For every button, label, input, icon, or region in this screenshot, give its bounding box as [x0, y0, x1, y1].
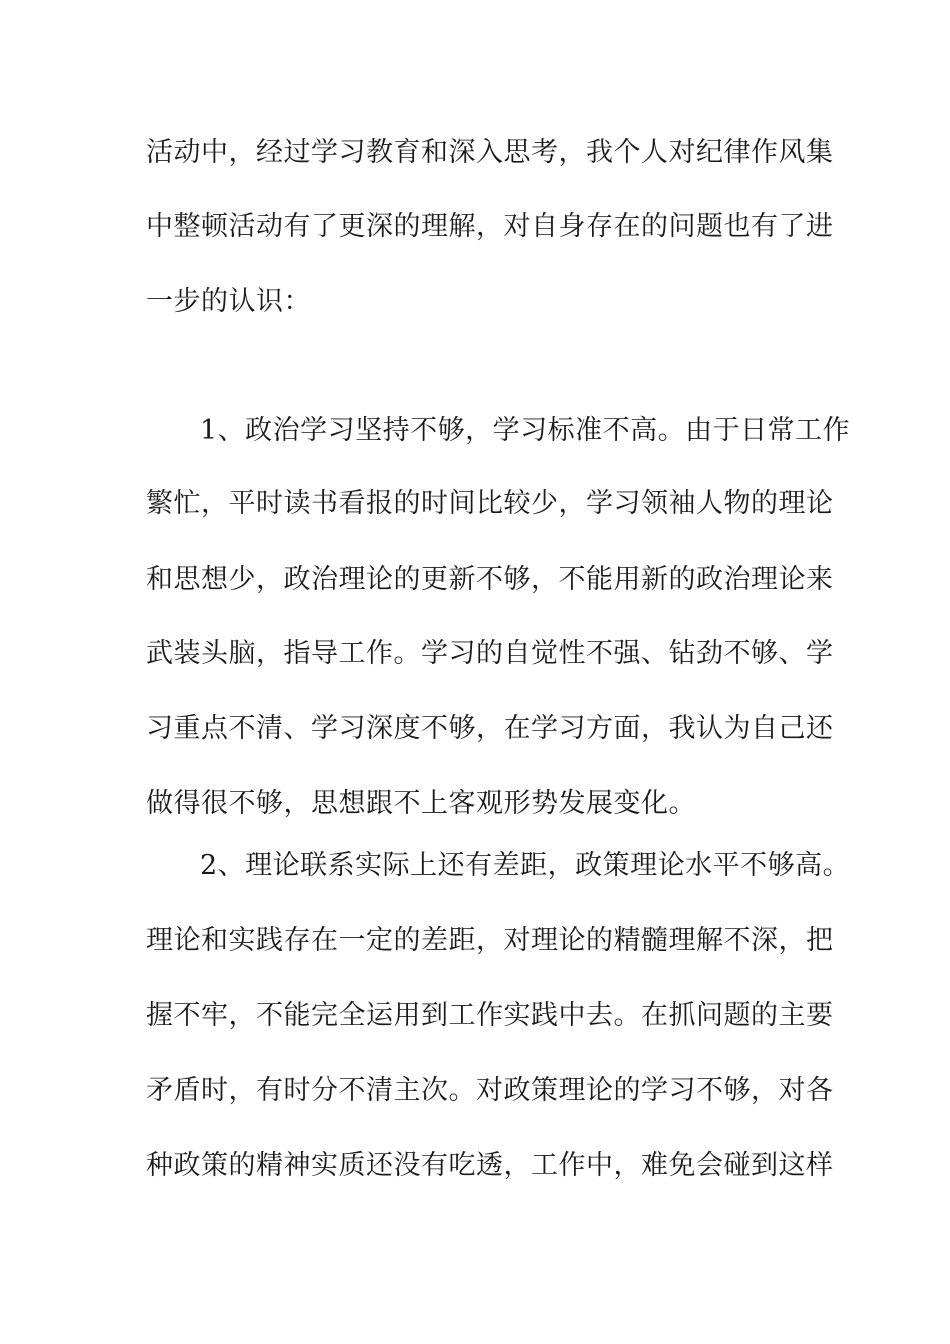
- paragraph-line: 繁忙，平时读书看报的时间比较少，学习领袖人物的理论: [146, 488, 834, 519]
- paragraph-line: 和思想少，政治理论的更新不够，不能用新的政治理论来: [146, 564, 834, 595]
- paragraph-line: 矛盾时，有时分不清主次。对政策理论的学习不够，对各: [146, 1075, 834, 1106]
- paragraph-line: 理论和实践存在一定的差距，对理论的精髓理解不深，把: [146, 925, 834, 956]
- paragraph-line: 做得很不够，思想跟不上客观形势发展变化。: [146, 788, 696, 819]
- paragraph-line: 活动中，经过学习教育和深入思考，我个人对纪律作风集: [146, 137, 834, 168]
- paragraph-line: 一步的认识：: [146, 286, 311, 317]
- paragraph-line: 1、政治学习坚持不够，学习标准不高。由于日常工作: [200, 415, 851, 446]
- paragraph-line: 握不牢，不能完全运用到工作实践中去。在抓问题的主要: [146, 1000, 834, 1031]
- paragraph-line: 种政策的精神实质还没有吃透，工作中，难免会碰到这样: [146, 1150, 834, 1181]
- paragraph-line: 习重点不清、学习深度不够，在学习方面，我认为自己还: [146, 713, 834, 744]
- paragraph-line: 中整顿活动有了更深的理解，对自身存在的问题也有了进: [146, 211, 834, 242]
- paragraph-line: 2、理论联系实际上还有差距，政策理论水平不够高。: [200, 850, 851, 881]
- paragraph-line: 武装头脑，指导工作。学习的自觉性不强、钻劲不够、学: [146, 638, 834, 669]
